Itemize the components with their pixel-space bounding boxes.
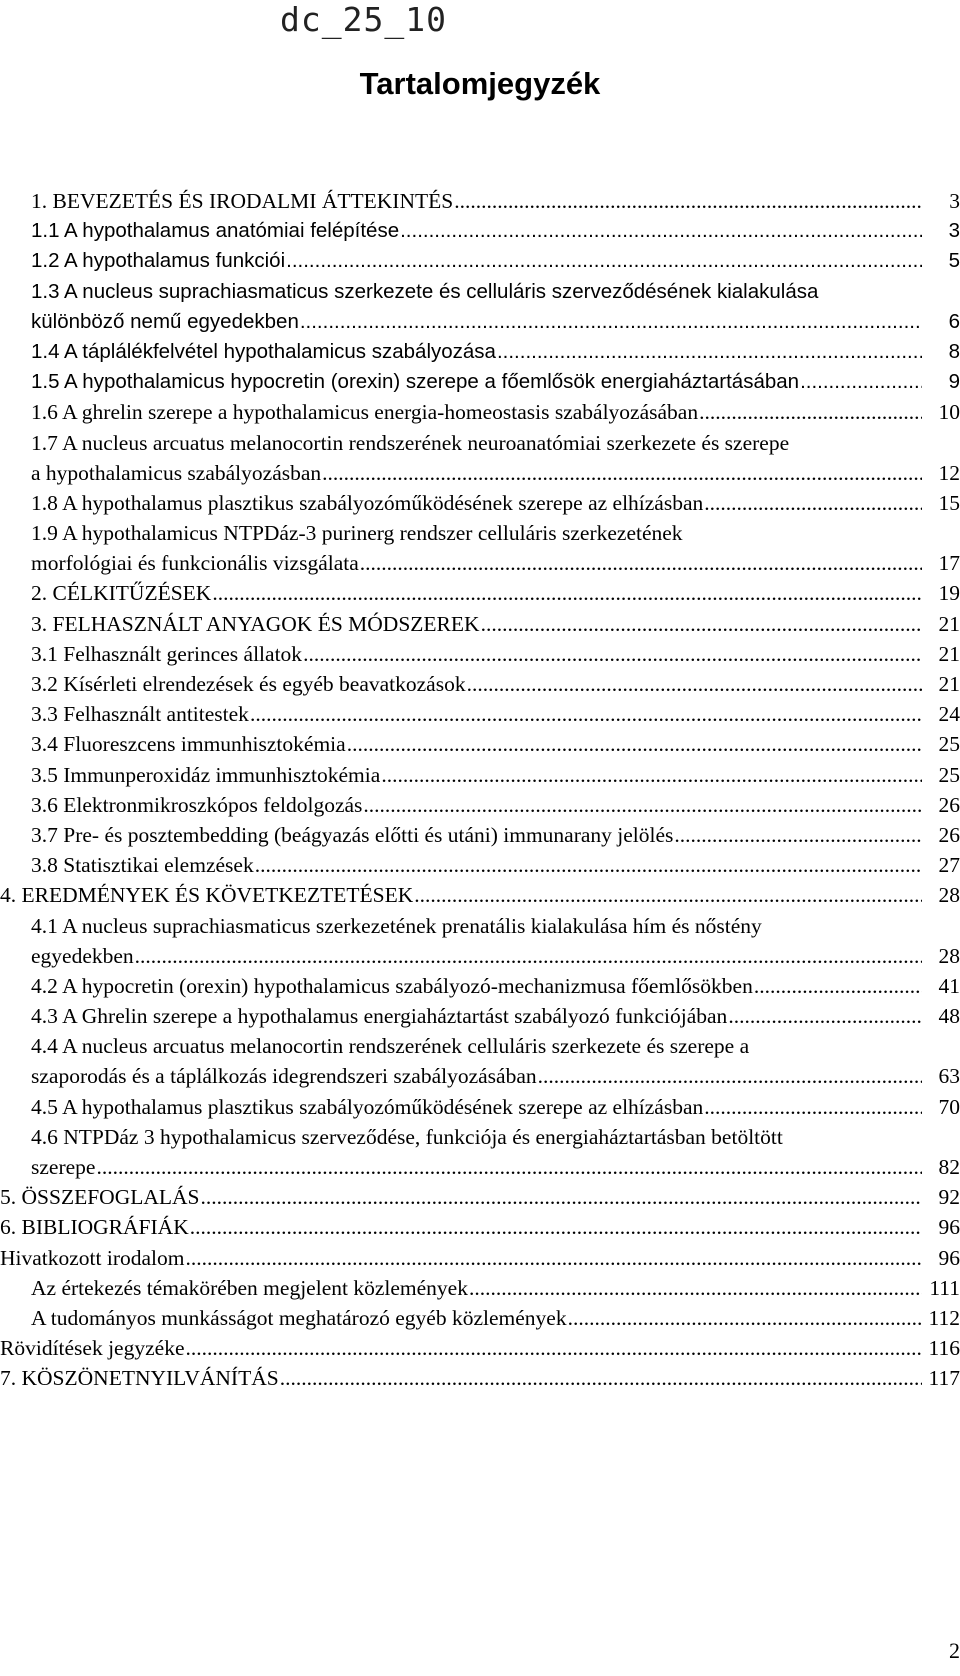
toc-entry[interactable] <box>0 578 960 608</box>
toc-entry[interactable] <box>0 699 960 729</box>
toc-entry-title: 1.1 A hypothalamus anatómiai felépítése <box>31 219 400 243</box>
toc-entry-title: 1.6 A ghrelin szerepe a hypothalamicus energia-homeostasis szabályozásában <box>31 400 699 425</box>
toc-entry-page: 28 <box>938 943 960 968</box>
toc-entry[interactable] <box>0 790 960 820</box>
toc-dot-leader <box>728 1001 922 1031</box>
toc-entry[interactable] <box>0 1092 960 1122</box>
toc-dot-leader <box>454 186 922 216</box>
toc-entry-title: 4.1 A nucleus suprachiasmaticus szerkezetének prenatális kialakulása hím és nőstény <box>31 913 762 938</box>
toc-entry-title: 3.4 Fluoreszcens immunhisztokémia <box>31 732 346 757</box>
toc-entry-page: 6 <box>948 309 960 333</box>
toc-entry-title: 3.3 Felhasznált antitestek <box>31 702 249 727</box>
toc-entry-title: 3.6 Elektronmikroszkópos feldolgozás <box>31 792 363 817</box>
toc-dot-leader <box>568 1303 922 1333</box>
toc-entry[interactable] <box>0 850 960 880</box>
toc-dot-leader <box>322 458 922 488</box>
toc-entry[interactable] <box>0 669 960 699</box>
toc-entry-page: 24 <box>938 702 960 727</box>
toc-entry[interactable] <box>0 1212 960 1242</box>
toc-entry-page: 41 <box>938 973 960 998</box>
table-of-contents <box>0 186 960 1394</box>
toc-dot-leader <box>400 216 922 246</box>
toc-dot-leader <box>186 1243 922 1273</box>
toc-entry[interactable] <box>0 729 960 759</box>
toc-entry-page: 112 <box>928 1305 960 1330</box>
toc-entry-page: 21 <box>938 641 960 666</box>
toc-entry[interactable] <box>0 1273 960 1303</box>
toc-entry[interactable] <box>0 971 960 1001</box>
toc-entry[interactable] <box>0 186 960 216</box>
toc-entry-page: 92 <box>938 1185 960 1210</box>
toc-entry-title: 1.9 A hypothalamicus NTPDáz-3 purinerg rendszer celluláris szerkezetének <box>31 521 683 546</box>
toc-entry[interactable] <box>0 307 960 337</box>
toc-dot-leader <box>704 1092 922 1122</box>
toc-entry-title: morfológiai és funkcionális vizsgálata <box>31 551 359 576</box>
toc-dot-leader <box>381 760 922 790</box>
toc-entry-page: 15 <box>938 490 960 515</box>
toc-entry-title: a hypothalamicus szabályozásban <box>31 460 322 485</box>
toc-dot-leader <box>469 1273 922 1303</box>
toc-dot-leader <box>303 639 922 669</box>
toc-entry[interactable] <box>0 518 960 548</box>
toc-entry[interactable] <box>0 428 960 458</box>
toc-entry-title: 3.1 Felhasznált gerinces állatok <box>31 641 303 666</box>
toc-entry-page: 48 <box>938 1004 960 1029</box>
toc-entry-page: 28 <box>938 883 960 908</box>
toc-entry-title: 1.8 A hypothalamus plasztikus szabályozóműködésének szerepe az elhízásban <box>31 490 704 515</box>
toc-dot-leader <box>185 1333 922 1363</box>
toc-entry-page: 63 <box>938 1064 960 1089</box>
toc-entry[interactable] <box>0 1061 960 1091</box>
toc-entry-page: 21 <box>938 672 960 696</box>
document-id-header: dc_25_10 <box>280 0 447 39</box>
toc-entry-title: 4.6 NTPDáz 3 hypothalamicus szerveződése, funkciója és energiaháztartásban betöltött <box>31 1124 783 1149</box>
toc-entry-page: 8 <box>948 339 960 363</box>
toc-entry-title: 4. EREDMÉNYEK ÉS KÖVETKEZTETÉSEK <box>0 883 414 908</box>
toc-entry-title: 5. ÖSSZEFOGLALÁS <box>0 1185 200 1210</box>
toc-entry-page: 21 <box>938 611 960 636</box>
toc-entry-title: 1.7 A nucleus arcuatus melanocortin rendszerének neuroanatómiai szerkezete és szerepe <box>31 430 790 455</box>
toc-entry[interactable] <box>0 609 960 639</box>
toc-entry[interactable] <box>0 1303 960 1333</box>
toc-entry[interactable] <box>0 820 960 850</box>
toc-dot-leader <box>201 1182 923 1212</box>
toc-entry[interactable] <box>0 1001 960 1031</box>
toc-entry[interactable] <box>0 1243 960 1273</box>
toc-entry-title: A tudományos munkásságot meghatározó egyéb közlemények <box>31 1305 567 1330</box>
toc-entry-page: 70 <box>938 1094 960 1119</box>
toc-entry[interactable] <box>0 1031 960 1061</box>
toc-dot-leader <box>800 367 922 397</box>
toc-entry-page: 25 <box>938 732 960 757</box>
toc-entry-title: 1.4 A táplálékfelvétel hypothalamicus szabályozása <box>31 339 496 363</box>
toc-entry-page: 82 <box>938 1155 960 1179</box>
toc-entry-title: 1.5 A hypothalamicus hypocretin (orexin) szerepe a főemlősök energiaháztartásában <box>31 370 800 394</box>
toc-entry-title: 3.5 Immunperoxidáz immunhisztokémia <box>31 762 381 787</box>
toc-entry-title: Rövidítések jegyzéke <box>0 1336 185 1361</box>
toc-dot-leader <box>704 488 922 518</box>
toc-entry[interactable] <box>0 1182 960 1212</box>
toc-dot-leader <box>754 971 922 1001</box>
toc-entry[interactable] <box>0 337 960 367</box>
toc-entry-title: 4.2 A hypocretin (orexin) hypothalamicus szabályozó-mechanizmusa főemlősökben <box>31 973 753 998</box>
toc-entry-title: 4.3 A Ghrelin szerepe a hypothalamus energiaháztartást szabályozó funkciójában <box>31 1004 728 1029</box>
toc-entry-title: 4.5 A hypothalamus plasztikus szabályozóműködésének szerepe az elhízásban <box>31 1094 704 1119</box>
toc-entry[interactable] <box>0 277 960 307</box>
toc-entry[interactable] <box>0 1152 960 1182</box>
toc-entry[interactable] <box>0 1363 960 1393</box>
toc-entry[interactable] <box>0 911 960 941</box>
toc-entry-page: 96 <box>938 1245 960 1270</box>
toc-entry-page: 17 <box>938 551 960 576</box>
toc-entry-page: 12 <box>938 460 960 485</box>
toc-entry-title: 1.3 A nucleus suprachiasmaticus szerkezete és celluláris szerveződésének kialakulása <box>31 279 819 303</box>
toc-dot-leader <box>250 699 922 729</box>
page-number: 2 <box>949 1638 960 1663</box>
toc-entry-title: 1. BEVEZETÉS ÉS IRODALMI ÁTTEKINTÉS <box>31 189 454 213</box>
toc-dot-leader <box>135 941 922 971</box>
toc-entry-title: 6. BIBLIOGRÁFIÁK <box>0 1215 189 1240</box>
toc-dot-leader <box>286 246 922 276</box>
page-title: Tartalomjegyzék <box>359 66 601 101</box>
toc-dot-leader <box>347 729 922 759</box>
toc-entry-page: 96 <box>938 1215 960 1240</box>
toc-entry[interactable] <box>0 458 960 488</box>
toc-entry-page: 117 <box>928 1366 960 1391</box>
toc-entry-page: 27 <box>938 853 960 878</box>
toc-entry[interactable] <box>0 216 960 246</box>
toc-dot-leader <box>674 820 922 850</box>
toc-entry[interactable] <box>0 1333 960 1363</box>
toc-entry-title: 3.2 Kísérleti elrendezések és egyéb beavatkozások <box>31 672 466 696</box>
toc-entry[interactable] <box>0 488 960 518</box>
toc-entry[interactable] <box>0 367 960 397</box>
toc-entry-title: 7. KÖSZÖNETNYILVÁNÍTÁS <box>0 1366 279 1391</box>
toc-dot-leader <box>212 578 922 608</box>
toc-entry-page: 26 <box>938 822 960 847</box>
toc-entry[interactable] <box>0 941 960 971</box>
toc-entry-title: 4.4 A nucleus arcuatus melanocortin rendszerének celluláris szerkezete és szerepe a <box>31 1034 750 1059</box>
toc-entry[interactable] <box>0 397 960 427</box>
toc-entry-page: 25 <box>938 762 960 787</box>
toc-entry-title: 1.2 A hypothalamus funkciói <box>31 249 286 273</box>
toc-entry-page: 5 <box>948 249 960 273</box>
toc-entry-title: egyedekben <box>31 943 134 968</box>
toc-entry-page: 19 <box>938 581 960 606</box>
toc-entry[interactable] <box>0 1122 960 1152</box>
toc-entry-title: Hivatkozott irodalom <box>0 1245 185 1270</box>
toc-entry-page: 111 <box>929 1275 960 1300</box>
toc-dot-leader <box>280 1363 922 1393</box>
toc-entry-title: 3.7 Pre- és posztembedding (beágyazás előtti és utáni) immunarany jelölés <box>31 822 674 847</box>
toc-entry-title: különböző nemű egyedekben <box>31 309 299 333</box>
toc-entry-title: szaporodás és a táplálkozás idegrendszeri szabályozásában <box>31 1064 537 1089</box>
toc-dot-leader <box>190 1212 922 1242</box>
toc-entry[interactable] <box>0 548 960 578</box>
toc-entry-title: szerepe <box>31 1155 96 1179</box>
toc-entry[interactable] <box>0 760 960 790</box>
toc-dot-leader <box>481 609 922 639</box>
toc-entry-page: 116 <box>928 1336 960 1361</box>
toc-entry-title: 3.8 Statisztikai elemzések <box>31 853 254 878</box>
toc-entry-page: 26 <box>938 792 960 817</box>
toc-dot-leader <box>414 880 922 910</box>
toc-dot-leader <box>363 790 922 820</box>
toc-dot-leader <box>255 850 922 880</box>
toc-entry[interactable] <box>0 246 960 276</box>
toc-entry-page: 9 <box>948 370 960 394</box>
toc-entry[interactable] <box>0 880 960 910</box>
toc-entry-title: 3. FELHASZNÁLT ANYAGOK ÉS MÓDSZEREK <box>31 611 480 636</box>
toc-entry-page: 3 <box>949 189 960 213</box>
toc-entry-title: Az értekezés témakörében megjelent közlemények <box>31 1275 468 1300</box>
toc-dot-leader <box>699 397 922 427</box>
toc-dot-leader <box>497 337 922 367</box>
toc-dot-leader <box>96 1152 922 1182</box>
toc-entry-title: 2. CÉLKITŰZÉSEK <box>31 581 212 606</box>
toc-dot-leader <box>538 1061 922 1091</box>
toc-dot-leader <box>300 307 922 337</box>
toc-dot-leader <box>467 669 922 699</box>
toc-entry-page: 10 <box>938 400 960 425</box>
toc-entry-page: 3 <box>948 219 960 243</box>
toc-dot-leader <box>360 548 922 578</box>
toc-entry[interactable] <box>0 639 960 669</box>
